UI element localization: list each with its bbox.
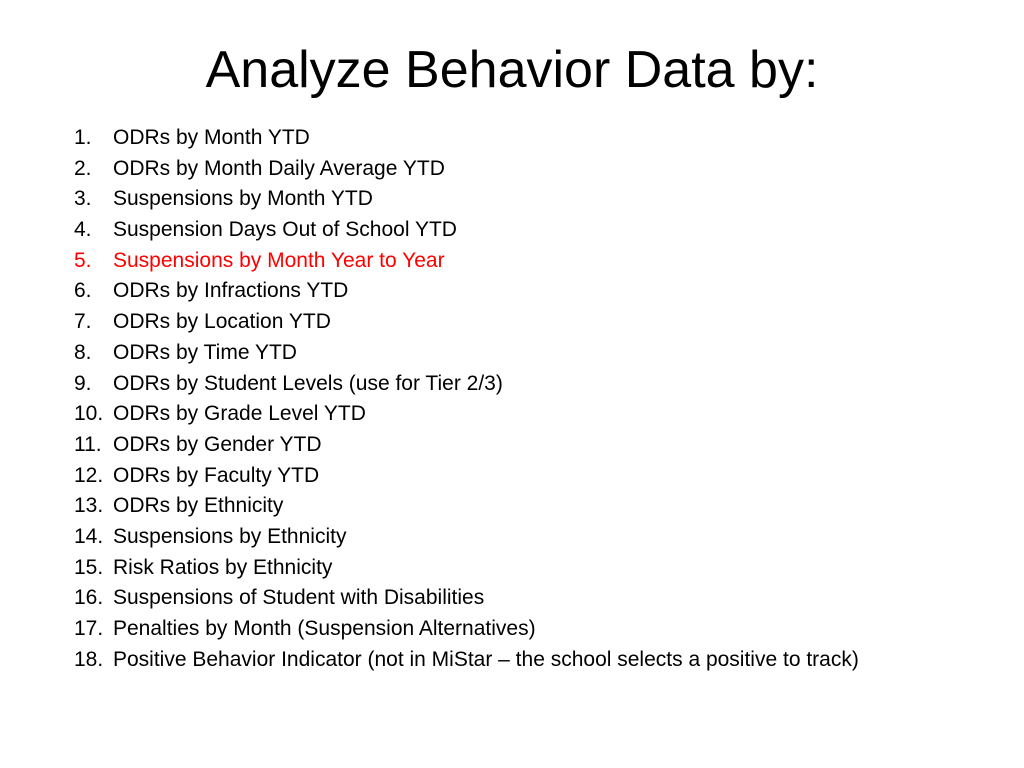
list-item-number: 18. [74, 647, 104, 671]
list-item-text: ODRs by Month YTD [113, 126, 310, 149]
list-item-text: Suspension Days Out of School YTD [113, 218, 457, 242]
list-item-number: 17. [74, 617, 104, 640]
list-item-text: ODRs by Gender YTD [113, 432, 322, 456]
list-item-number: 11. [74, 432, 102, 456]
list-item [74, 154, 859, 185]
list-item-number: 16. [74, 586, 104, 610]
list-item-text: ODRs by Faculty YTD [113, 463, 320, 487]
list-item-number: 5. [74, 248, 92, 272]
list-item [74, 645, 859, 676]
list-item-text: ODRs by Student Levels (use for Tier 2/3) [113, 371, 503, 395]
list-item [74, 614, 859, 645]
list-item-number: 7. [74, 310, 92, 334]
list-item-number: 12. [74, 463, 104, 487]
list-item [74, 522, 859, 553]
list-item [74, 184, 859, 215]
list-item-number: 15. [74, 555, 104, 579]
list-item-text: Suspensions by Ethnicity [113, 524, 347, 548]
list-item-text: Risk Ratios by Ethnicity [113, 555, 333, 579]
list-item-text: Penalties by Month (Suspension Alternatives) [113, 617, 536, 640]
list-item-text: Suspensions of Student with Disabilities [113, 586, 485, 610]
list-item [74, 491, 859, 522]
list-item [74, 553, 859, 584]
list-item-number: 3. [74, 187, 92, 211]
list-item-text: ODRs by Month Daily Average YTD [113, 156, 445, 180]
list-item-text: ODRs by Ethnicity [113, 494, 284, 518]
list-item [74, 215, 859, 246]
list-item-text: ODRs by Time YTD [113, 340, 297, 364]
list-item [74, 276, 859, 307]
list-item [74, 307, 859, 338]
slide-title: Analyze Behavior Data by: [205, 41, 819, 99]
list-item [74, 583, 859, 614]
list-item-text: ODRs by Infractions YTD [113, 279, 349, 303]
list-item-highlighted [74, 246, 859, 277]
list-item-text: ODRs by Grade Level YTD [113, 402, 366, 426]
analysis-list [74, 123, 859, 675]
list-item-number: 4. [74, 218, 92, 242]
list-item-number: 1. [74, 126, 92, 149]
list-item [74, 123, 859, 154]
list-item-text: Suspensions by Month YTD [113, 187, 373, 211]
list-item-number: 9. [74, 371, 92, 395]
list-item-number: 14. [74, 524, 104, 548]
list-item-number: 10. [74, 402, 104, 426]
list-item [74, 461, 859, 492]
list-item [74, 430, 859, 461]
list-item-number: 2. [74, 156, 92, 180]
list-item [74, 399, 859, 430]
list-item [74, 338, 859, 369]
list-item-number: 6. [74, 279, 92, 303]
list-item-number: 8. [74, 340, 92, 364]
list-item-number: 13. [74, 494, 104, 518]
list-item-text: Positive Behavior Indicator (not in MiStar – the school selects a positive to track) [113, 647, 859, 671]
list-item-text: Suspensions by Month Year to Year [113, 248, 445, 272]
list-item-text: ODRs by Location YTD [113, 310, 331, 334]
list-item [74, 369, 859, 400]
